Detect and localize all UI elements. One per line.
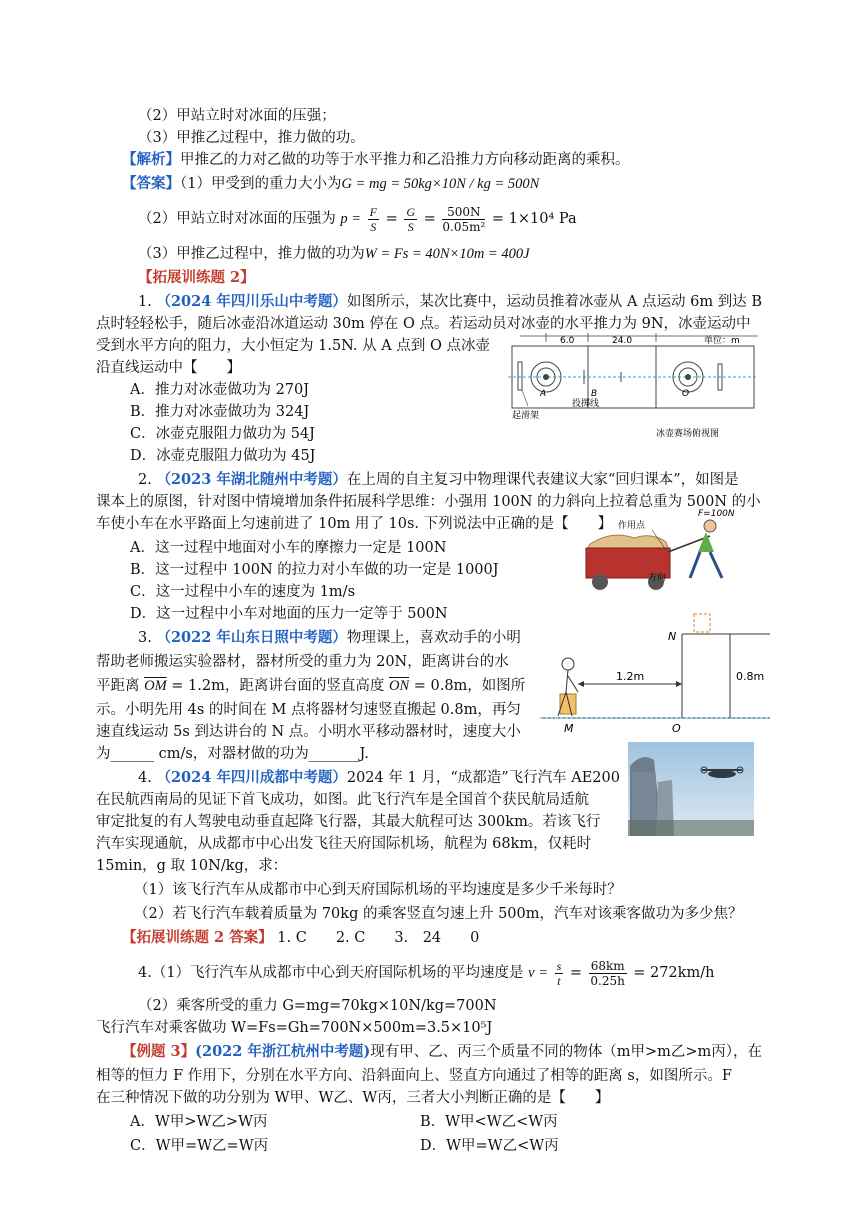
option: A．W甲>W乙>W丙 bbox=[130, 1114, 268, 1130]
analysis-tag: 【解析】 bbox=[122, 151, 180, 168]
numerator: G bbox=[406, 204, 416, 219]
text-line: 沿直线运动中【 】 bbox=[96, 360, 241, 376]
answer-text: 4.（1）飞行汽车从成都市中心到天府国际机场的平均速度是 bbox=[138, 965, 524, 981]
point-label: 作用点 bbox=[618, 521, 646, 531]
curling-rink-figure bbox=[508, 332, 766, 440]
option: C．这一过程中小车的速度为 1m/s bbox=[130, 584, 356, 600]
numerator: F bbox=[369, 204, 377, 219]
equation-symbol: p = bbox=[340, 211, 362, 227]
question-text: 如图所示，某次比赛中，运动员推着冰壶从 A 点运动 6m 到达 B bbox=[346, 294, 763, 310]
option: C．W甲=W乙=W丙 bbox=[130, 1138, 269, 1154]
text-fragment: 平距离 bbox=[96, 678, 140, 694]
question-source: （2022 年山东日照中考题） bbox=[156, 629, 347, 646]
text-line: 速直线运动 5s 到达讲台的 N 点。小明水平移动器材时，速度大小 bbox=[96, 724, 521, 740]
answer-tag: 【答案】 bbox=[122, 175, 180, 192]
cart-pulling-figure bbox=[582, 508, 752, 598]
numerator: 500N bbox=[442, 205, 485, 220]
question-number: 4. bbox=[138, 770, 152, 786]
question-source: （2024 年四川成都中考题） bbox=[156, 769, 347, 786]
question-4-line bbox=[138, 768, 620, 788]
unit-label: 单位：m bbox=[704, 336, 740, 346]
option: B．这一过程中 100N 的拉力对小车做的功一定是 1000J bbox=[130, 562, 499, 578]
answer-line-2: （2）甲站立时对冰面的压强为 p = $\frac{F}{S}$ = $\frac{G}{S}$ = $\frac{500N}{\text{0.05m²}}$ = 1×10⁴ Pa bbox=[138, 204, 577, 234]
text-line: 受到水平方向的阻力，大小恒定为 1.5N. 从 A 点到 O 点冰壶 bbox=[96, 338, 490, 354]
text-line: 为______ cm/s，对器材做的功为_______J. bbox=[96, 746, 369, 762]
option: A．这一过程中地面对小车的摩擦力一定是 100N bbox=[130, 540, 447, 556]
text-line: 课本上的原图，针对图中情境增加条件拓展科学思维：小强用 100N 的力斜向上拉着总重为 500N 的小 bbox=[96, 494, 761, 510]
point-o-label: O bbox=[672, 722, 681, 735]
text-fragment: = 0.8m，如图所 bbox=[413, 678, 526, 694]
direction-label: 方向 bbox=[648, 573, 667, 583]
text-line: 15min，g 取 10N/kg，求： bbox=[96, 858, 288, 874]
text-line: 在三种情况下做的功分别为 W甲、W乙、W丙，三者大小判断正确的是【 】 bbox=[96, 1090, 610, 1106]
text-line: 帮助老师搬运实验器材，器材所受的重力为 20N，距离讲台的水 bbox=[96, 654, 509, 670]
force-label: F=100N bbox=[698, 509, 735, 519]
rack-label: 起滑架 bbox=[512, 411, 540, 421]
dim-label-2: 24.0 bbox=[612, 336, 633, 346]
example-source: (2022 年浙江杭州中考题) bbox=[195, 1043, 371, 1060]
point-o-label: O bbox=[682, 389, 690, 399]
question-text: 在上周的自主复习中物理课代表建议大家“回归课本”，如图是 bbox=[346, 472, 739, 488]
denominator: S bbox=[407, 219, 414, 234]
question-3-line bbox=[138, 628, 521, 648]
equation-symbol: v = bbox=[528, 965, 549, 981]
fraction bbox=[555, 959, 564, 988]
text-line: 在民航西南局的见证下首飞成功，如图。此飞行汽车是全国首个获民航局适航 bbox=[96, 792, 589, 808]
point-b-label: B bbox=[591, 389, 598, 399]
fraction bbox=[404, 205, 417, 234]
throw-line-label: 投掷线 bbox=[572, 399, 600, 409]
denominator: 0.05m² bbox=[442, 219, 486, 234]
dim-label-1: 6.0 bbox=[560, 336, 575, 346]
text-line: 汽车实现通航，从成都市中心出发飞往天府国际机场，航程为 68km，仅耗时 bbox=[96, 836, 592, 852]
text-line: 飞行汽车对乘客做功 W=Fs=Gh=700N×500m=3.5×10⁵J bbox=[96, 1020, 493, 1036]
point-n-label: N bbox=[668, 630, 677, 643]
equation: W = Fs = 40N×10m = 400J bbox=[364, 246, 530, 262]
answer-text: （1）甲受到的重力大小为 bbox=[180, 176, 342, 192]
option: B．推力对冰壶做功为 324J bbox=[130, 404, 310, 420]
numerator: 68km bbox=[590, 958, 625, 973]
answer-text: （3）甲推乙过程中，推力做的功为 bbox=[138, 246, 365, 262]
option: B．W甲<W乙<W丙 bbox=[420, 1114, 558, 1130]
answer-line-3 bbox=[138, 244, 530, 264]
answer-key-text: 1. C 2. C 3. 24 0 bbox=[272, 930, 480, 946]
option: A．推力对冰壶做功为 270J bbox=[130, 382, 310, 398]
height-label: 0.8m bbox=[736, 670, 765, 683]
numerator: s bbox=[556, 958, 562, 973]
text-line: 示。小明先用 4s 的时间在 M 点将器材匀速竖直搬起 0.8m，再匀 bbox=[96, 702, 521, 718]
example-3-line bbox=[122, 1042, 762, 1062]
fraction bbox=[368, 205, 379, 234]
fraction bbox=[442, 205, 485, 234]
text-line: 点时轻轻松手，随后冰壶沿冰道运动 30m 停在 O 点。若运动员对冰壶的水平推力为 9N，冰壶运动中 bbox=[96, 316, 751, 332]
equation-result: = 272km/h bbox=[633, 965, 715, 981]
text-line: （2）甲站立时对冰面的压强； bbox=[138, 108, 336, 124]
denominator: S bbox=[370, 219, 377, 234]
figure-caption: 冰壶赛场俯视图 bbox=[656, 429, 720, 439]
sub-question: （1）该飞行汽车从成都市中心到天府国际机场的平均速度是多少千米每时？ bbox=[134, 882, 622, 898]
example-text: 现有甲、乙、丙三个质量不同的物体（m甲>m乙>m丙），在 bbox=[370, 1044, 763, 1060]
text-line: 相等的恒力 F 作用下，分别在水平方向、沿斜面向上、竖直方向通过了相等的距离 s，如图所示。F bbox=[96, 1068, 732, 1084]
question-number: 1. bbox=[138, 294, 152, 310]
answer-line bbox=[122, 174, 539, 194]
flying-car-photo bbox=[628, 742, 754, 836]
answer-4-line: 4.（1）飞行汽车从成都市中心到天府国际机场的平均速度是 v = $\frac{s}{t}$ = $\frac{68km}{0.25h}$ = 272km/h bbox=[138, 958, 715, 988]
question-source: （2023 年湖北随州中考题） bbox=[156, 471, 347, 488]
text-line: 审定批复的有人驾驶电动垂直起降飞行器，其最大航程可达 300km。若该飞行 bbox=[96, 814, 601, 830]
text-line bbox=[96, 676, 525, 696]
question-source: （2024 年四川乐山中考题） bbox=[156, 293, 347, 310]
answer-text: （2）甲站立时对冰面的压强为 bbox=[138, 211, 336, 227]
question-text: 物理课上，喜欢动手的小明 bbox=[346, 630, 521, 646]
option: D．冰壶克服阻力做功为 45J bbox=[130, 448, 316, 464]
point-a-label: A bbox=[540, 389, 547, 399]
section-heading: 【拓展训练题 2】 bbox=[138, 269, 255, 286]
analysis-text: 甲推乙的力对乙做的功等于水平推力和乙沿推力方向移动距离的乘积。 bbox=[180, 152, 630, 168]
fraction bbox=[589, 959, 627, 988]
question-number: 2. bbox=[138, 472, 152, 488]
sub-question: （2）若飞行汽车载着质量为 70kg 的乘客竖直匀速上升 500m，汽车对该乘客做功为多少焦？ bbox=[134, 906, 743, 922]
equation-result: = 1×10⁴ Pa bbox=[491, 211, 577, 227]
question-2-line bbox=[138, 470, 739, 490]
text-line: （3）甲推乙过程中，推力做的功。 bbox=[138, 130, 365, 146]
denominator: t bbox=[557, 973, 561, 988]
equation: G = mg = 50kg×10N / kg = 500N bbox=[341, 176, 540, 192]
analysis-line bbox=[122, 150, 630, 170]
answer-key-tag: 【拓展训练题 2 答案】 bbox=[122, 929, 273, 946]
option: D．W甲=W乙<W丙 bbox=[420, 1138, 559, 1154]
text-line: （2）乘客所受的重力 G=mg=70kg×10N/kg=700N bbox=[138, 998, 497, 1014]
example-tag: 【例题 3】 bbox=[122, 1043, 196, 1060]
segment-on: $\overline{ON}$ bbox=[388, 678, 410, 694]
answer-key-line bbox=[122, 928, 479, 948]
segment-om: $\overline{OM}$ bbox=[144, 678, 167, 694]
text-fragment: = 1.2m，距离讲台面的竖直高度 bbox=[171, 678, 385, 694]
question-number: 3. bbox=[138, 630, 152, 646]
question-1-line bbox=[138, 292, 762, 312]
text-line: 车使小车在水平路面上匀速前进了 10m 用了 10s. 下列说法中正确的是【 】 bbox=[96, 516, 613, 532]
stage-figure bbox=[540, 612, 772, 736]
option: D．这一过程中小车对地面的压力一定等于 500N bbox=[130, 606, 448, 622]
distance-label: 1.2m bbox=[616, 670, 645, 683]
point-m-label: M bbox=[564, 722, 574, 735]
option: C．冰壶克服阻力做功为 54J bbox=[130, 426, 315, 442]
denominator: 0.25h bbox=[590, 973, 625, 988]
question-text: 2024 年 1 月，“成都造”飞行汽车 AE200 bbox=[346, 770, 620, 786]
